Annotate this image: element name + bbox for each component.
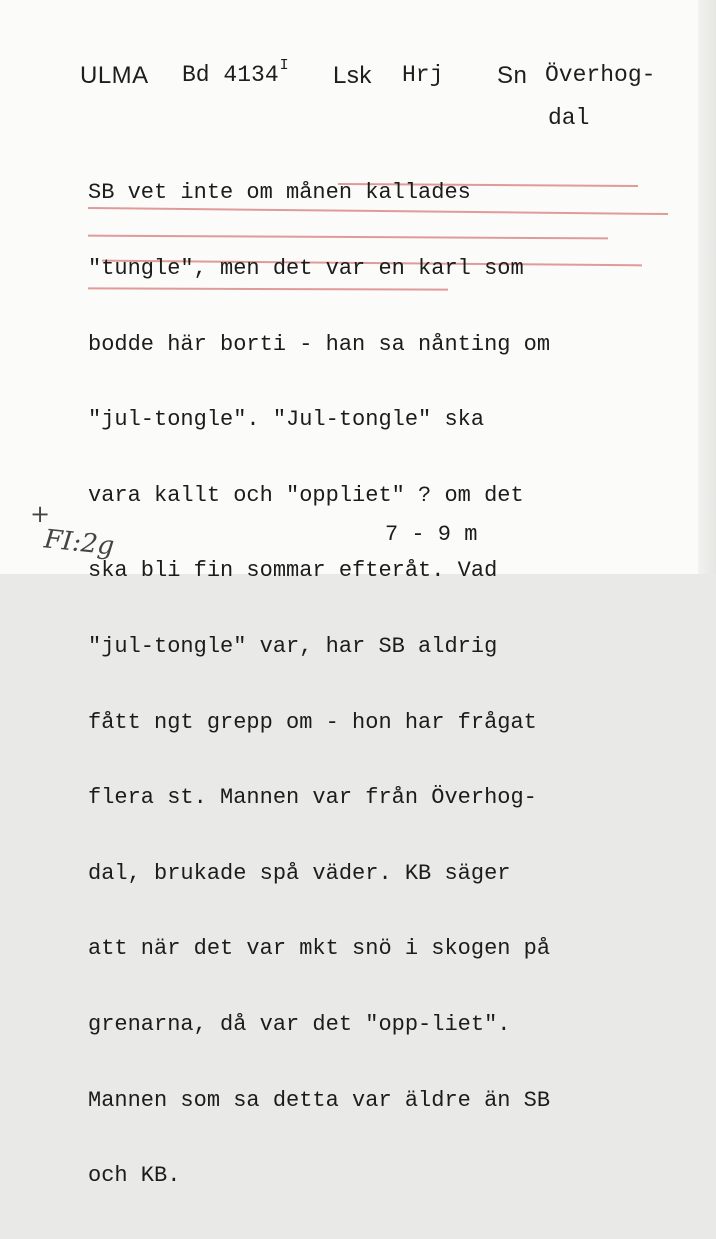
body-line: "jul-tongle" var, har SB aldrig (88, 633, 498, 659)
parish-name-line1: Överhog- (545, 62, 656, 88)
body-line: vara kallt och "oppliet" ? om det (88, 482, 524, 508)
volume-text: Bd 4134 (182, 62, 279, 88)
body-line: ska bli fin sommar efteråt. Vad (88, 558, 498, 584)
handwritten-code: FI:2g (42, 524, 116, 562)
parish-label: Sn (497, 62, 528, 89)
body-line: "jul-tongle". "Jul-tongle" ska (88, 407, 485, 433)
handwritten-plus: + (30, 500, 51, 528)
volume-number (182, 57, 289, 88)
page-range: 7 - 9 m (385, 522, 478, 547)
district-code: Hrj (402, 62, 444, 88)
parish-name-line2: dal (548, 105, 590, 131)
body-line: fått ngt grepp om - hon har frågat (88, 709, 537, 735)
card-body (88, 130, 688, 1239)
body-line: dal, brukade spå väder. KB säger (88, 860, 511, 886)
body-line: och KB. (88, 1163, 181, 1189)
volume-superscript: I (279, 57, 289, 74)
body-line: "tungle", men det var en karl som (88, 256, 524, 281)
body-line: SB vet inte om månen kallades (88, 180, 471, 206)
archive-code: ULMA (80, 62, 149, 89)
scan-edge (698, 0, 716, 574)
body-line: flera st. Mannen var från Överhog- (88, 785, 537, 811)
body-line: att när det var mkt snö i skogen på (88, 936, 551, 962)
province-code: Lsk (333, 62, 372, 89)
body-line: bodde här borti - han sa nånting om (88, 331, 551, 357)
body-line: grenarna, då var det "opp-liet". (88, 1011, 511, 1037)
body-line: Mannen som sa detta var äldre än SB (88, 1087, 551, 1113)
